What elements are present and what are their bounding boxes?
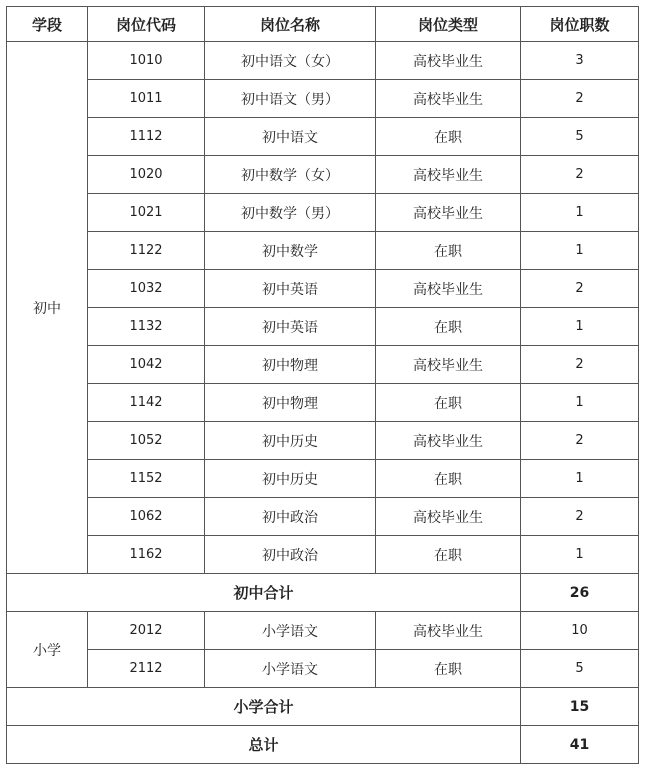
- count-cell: 5: [521, 118, 639, 156]
- type-cell: 高校毕业生: [376, 80, 521, 118]
- code-cell: 2012: [88, 612, 205, 650]
- position-table: [6, 6, 639, 764]
- type-cell: 在职: [376, 118, 521, 156]
- grand-total-row: [7, 726, 639, 764]
- count-cell: 1: [521, 308, 639, 346]
- header-code: 岗位代码: [88, 7, 205, 42]
- type-cell: 高校毕业生: [376, 612, 521, 650]
- type-cell: 高校毕业生: [376, 498, 521, 536]
- code-cell: 1152: [88, 460, 205, 498]
- code-cell: 1112: [88, 118, 205, 156]
- type-cell: 高校毕业生: [376, 156, 521, 194]
- code-cell: 1122: [88, 232, 205, 270]
- count-cell: 2: [521, 156, 639, 194]
- type-cell: 在职: [376, 650, 521, 688]
- subtotal-row: [7, 688, 639, 726]
- table-body: [7, 42, 639, 764]
- table-row: [7, 536, 639, 574]
- type-cell: 高校毕业生: [376, 194, 521, 232]
- table-row: [7, 232, 639, 270]
- count-cell: 3: [521, 42, 639, 80]
- stage-cell: 初中: [7, 42, 88, 574]
- name-cell: 初中语文: [205, 118, 376, 156]
- type-cell: 在职: [376, 308, 521, 346]
- table-row: [7, 498, 639, 536]
- code-cell: 1010: [88, 42, 205, 80]
- subtotal-value: 15: [521, 688, 639, 726]
- count-cell: 2: [521, 422, 639, 460]
- count-cell: 1: [521, 460, 639, 498]
- header-stage: 学段: [7, 7, 88, 42]
- name-cell: 小学语文: [205, 650, 376, 688]
- subtotal-label: 小学合计: [7, 688, 521, 726]
- type-cell: 在职: [376, 232, 521, 270]
- count-cell: 1: [521, 194, 639, 232]
- subtotal-label: 初中合计: [7, 574, 521, 612]
- header-name: 岗位名称: [205, 7, 376, 42]
- type-cell: 高校毕业生: [376, 422, 521, 460]
- grand-total-value: 41: [521, 726, 639, 764]
- subtotal-value: 26: [521, 574, 639, 612]
- name-cell: 初中物理: [205, 346, 376, 384]
- count-cell: 10: [521, 612, 639, 650]
- table-header: [7, 7, 639, 42]
- header-type: 岗位类型: [376, 7, 521, 42]
- table-row: [7, 384, 639, 422]
- code-cell: 1011: [88, 80, 205, 118]
- table-row: [7, 612, 639, 650]
- header-count: 岗位职数: [521, 7, 639, 42]
- count-cell: 2: [521, 80, 639, 118]
- count-cell: 1: [521, 536, 639, 574]
- table-row: [7, 118, 639, 156]
- type-cell: 高校毕业生: [376, 270, 521, 308]
- type-cell: 在职: [376, 384, 521, 422]
- name-cell: 初中语文（女）: [205, 42, 376, 80]
- name-cell: 初中数学（女）: [205, 156, 376, 194]
- name-cell: 初中政治: [205, 536, 376, 574]
- name-cell: 初中语文（男）: [205, 80, 376, 118]
- count-cell: 5: [521, 650, 639, 688]
- name-cell: 初中英语: [205, 308, 376, 346]
- code-cell: 1132: [88, 308, 205, 346]
- name-cell: 初中政治: [205, 498, 376, 536]
- table-row: [7, 308, 639, 346]
- stage-cell: 小学: [7, 612, 88, 688]
- count-cell: 2: [521, 346, 639, 384]
- code-cell: 1062: [88, 498, 205, 536]
- code-cell: 1142: [88, 384, 205, 422]
- table-row: [7, 42, 639, 80]
- code-cell: 1042: [88, 346, 205, 384]
- type-cell: 在职: [376, 536, 521, 574]
- count-cell: 1: [521, 384, 639, 422]
- code-cell: 1020: [88, 156, 205, 194]
- count-cell: 2: [521, 498, 639, 536]
- table-row: [7, 270, 639, 308]
- code-cell: 1162: [88, 536, 205, 574]
- table-row: [7, 650, 639, 688]
- name-cell: 初中物理: [205, 384, 376, 422]
- code-cell: 2112: [88, 650, 205, 688]
- name-cell: 初中英语: [205, 270, 376, 308]
- table-row: [7, 156, 639, 194]
- table-row: [7, 194, 639, 232]
- type-cell: 高校毕业生: [376, 346, 521, 384]
- code-cell: 1032: [88, 270, 205, 308]
- header-row: [7, 7, 639, 42]
- grand-total-label: 总计: [7, 726, 521, 764]
- table-row: [7, 346, 639, 384]
- count-cell: 1: [521, 232, 639, 270]
- count-cell: 2: [521, 270, 639, 308]
- name-cell: 初中历史: [205, 422, 376, 460]
- type-cell: 高校毕业生: [376, 42, 521, 80]
- type-cell: 在职: [376, 460, 521, 498]
- subtotal-row: [7, 574, 639, 612]
- name-cell: 小学语文: [205, 612, 376, 650]
- table-row: [7, 422, 639, 460]
- name-cell: 初中历史: [205, 460, 376, 498]
- name-cell: 初中数学: [205, 232, 376, 270]
- name-cell: 初中数学（男）: [205, 194, 376, 232]
- table-row: [7, 460, 639, 498]
- code-cell: 1052: [88, 422, 205, 460]
- table-row: [7, 80, 639, 118]
- code-cell: 1021: [88, 194, 205, 232]
